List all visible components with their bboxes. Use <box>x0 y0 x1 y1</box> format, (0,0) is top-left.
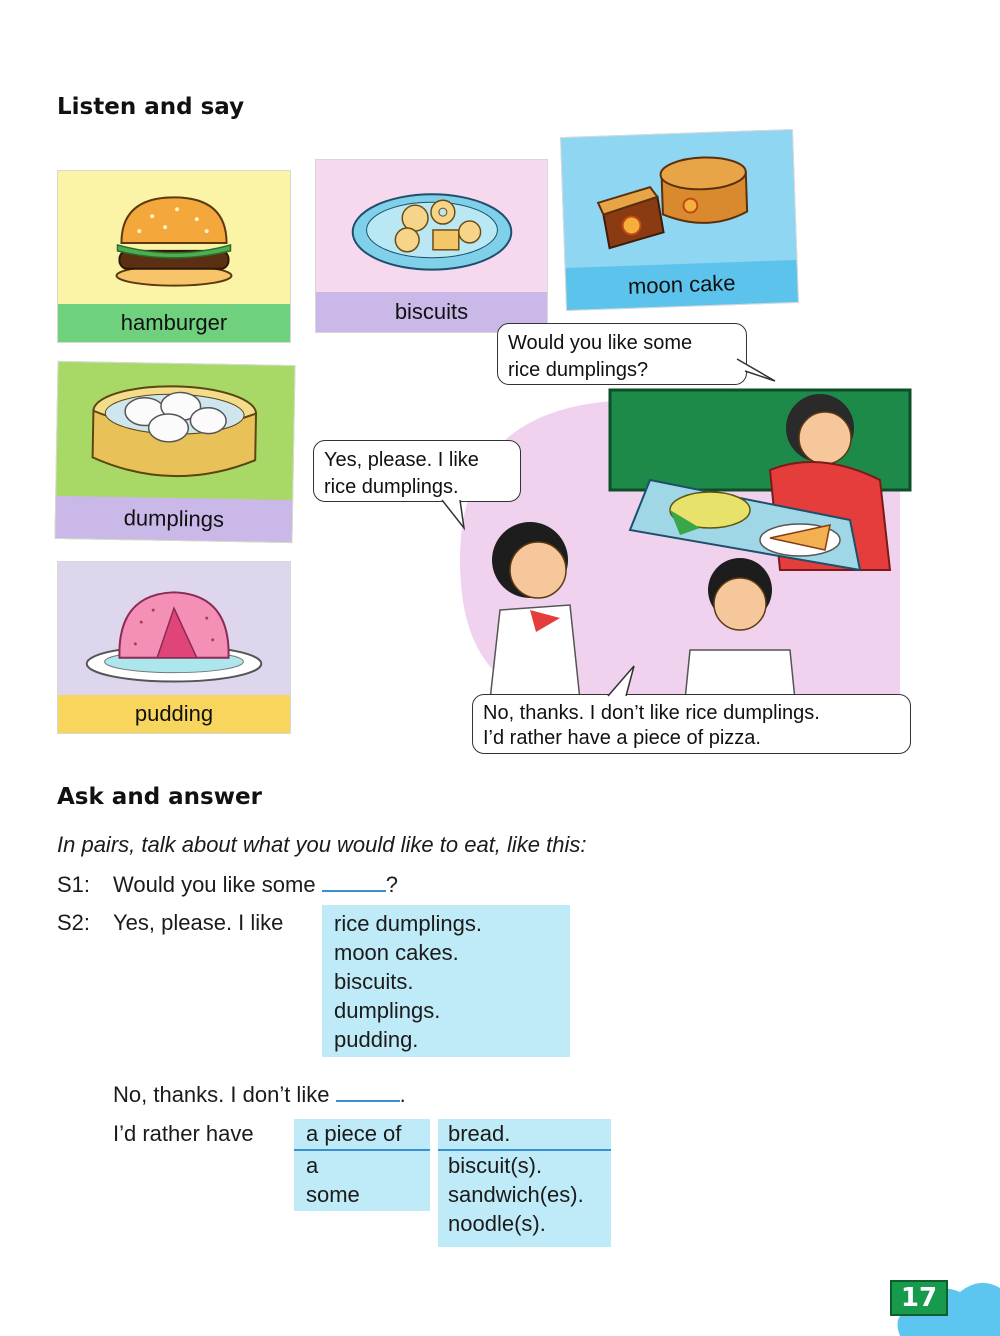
food-card-dumplings <box>54 361 295 543</box>
s1-question-mark: ? <box>385 872 398 897</box>
speech-bubble-teacher <box>497 323 747 385</box>
food-label-pudding: pudding <box>58 695 290 733</box>
biscuits-icon <box>316 160 547 295</box>
food-card-moon-cake <box>560 129 799 311</box>
rather-text: I’d rather have <box>113 1121 254 1146</box>
quantity-option: a <box>306 1153 319 1178</box>
bubble-line: Yes, please. I like <box>324 449 479 471</box>
food-label-biscuits: biscuits <box>316 292 547 332</box>
no-thanks-blank <box>336 1082 400 1102</box>
bubble-tail-teacher <box>735 355 785 385</box>
no-thanks-sentence <box>113 1082 406 1108</box>
food-label-hamburger: hamburger <box>58 304 290 342</box>
bubble-line: I’d rather have a piece of pizza. <box>483 727 761 749</box>
s2-label: S2: <box>57 910 91 935</box>
food-option: biscuit(s). <box>448 1153 543 1178</box>
s2-option: dumplings. <box>334 998 441 1023</box>
dumplings-icon <box>56 362 294 506</box>
s2-text: Yes, please. I like <box>113 910 284 935</box>
food-label-moon-cake: moon cake <box>566 260 798 310</box>
bubble-line: Would you like some <box>508 332 693 354</box>
s1-blank <box>322 872 386 892</box>
food-label-dumplings: dumplings <box>55 496 292 542</box>
moon-cake-icon <box>561 130 797 273</box>
s1-text: Would you like some <box>113 872 316 897</box>
bubble-line: rice dumplings. <box>324 476 459 498</box>
pudding-icon <box>58 562 290 697</box>
bubble-line: No, thanks. I don’t like rice dumplings. <box>483 702 820 724</box>
s2-option: pudding. <box>334 1027 419 1052</box>
s2-option: moon cakes. <box>334 940 459 965</box>
s2-options-box <box>322 905 570 1057</box>
quantity-options-box <box>294 1119 430 1211</box>
s1-sentence <box>113 872 398 898</box>
quantity-header: a piece of <box>294 1119 430 1151</box>
food-option: noodle(s). <box>448 1211 546 1236</box>
classroom-scene-illustration <box>440 360 920 720</box>
s1-label: S1: <box>57 872 91 897</box>
food-card-pudding <box>57 561 291 734</box>
food-options-box <box>438 1119 611 1247</box>
section-title-ask-and-answer: Ask and answer <box>57 784 262 810</box>
instruction-text: In pairs, talk about what you would like to eat, like this: <box>57 832 587 857</box>
no-thanks-period: . <box>399 1082 406 1107</box>
hamburger-icon <box>58 171 290 306</box>
no-thanks-text: No, thanks. I don’t like <box>113 1082 330 1107</box>
quantity-option: some <box>306 1182 360 1207</box>
s2-option: rice dumplings. <box>334 911 482 936</box>
food-card-biscuits <box>315 159 548 333</box>
speech-bubble-boy <box>472 694 911 754</box>
speech-bubble-girl <box>313 440 521 502</box>
s2-option: biscuits. <box>334 969 414 994</box>
bubble-line: rice dumplings? <box>508 359 649 381</box>
bubble-tail-boy <box>600 664 640 698</box>
bubble-tail-girl <box>438 498 478 532</box>
food-option: sandwich(es). <box>448 1182 584 1207</box>
page-number: 17 <box>890 1280 948 1316</box>
food-header: bread. <box>438 1119 611 1151</box>
section-title-listen-and-say: Listen and say <box>57 94 245 120</box>
food-card-hamburger <box>57 170 291 343</box>
